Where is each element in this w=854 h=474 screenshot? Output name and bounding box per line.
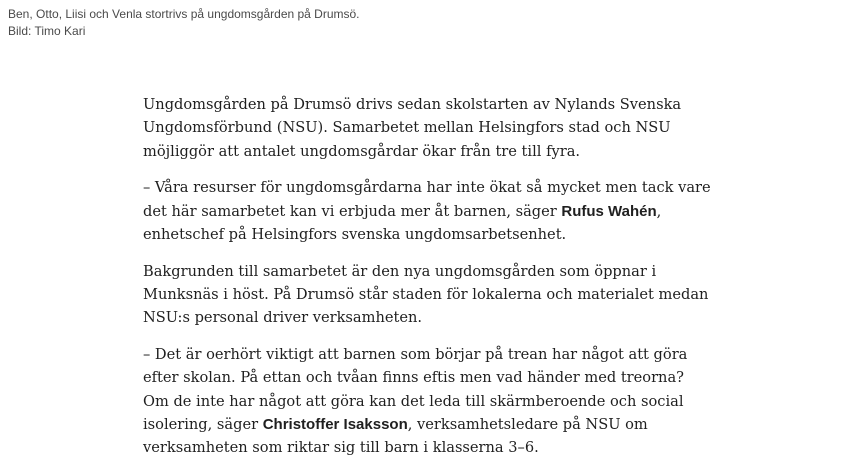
paragraph-line: – Våra resurser för ungdomsgårdarna har inte ökat så mycket men tack vare [143, 179, 711, 197]
image-caption [8, 6, 360, 40]
paragraph-2 [143, 176, 711, 246]
paragraph-4 [143, 343, 703, 459]
paragraph-line: Om de inte har något att göra kan det leda till skärmberoende och social [143, 392, 684, 410]
paragraph-1 [143, 93, 703, 163]
paragraph-line: enhetschef på Helsingfors svenska ungdomsarbetsenhet. [143, 225, 567, 243]
paragraph-line [143, 200, 703, 223]
quote-text: det här samarbetet kan vi erbjuda mer åt barnen, säger [143, 202, 562, 220]
paragraph-line: möjliggör att antalet ungdomsgårdar ökar från tre till fyra. [143, 142, 581, 160]
paragraph-line: Ungdomsgården på Drumsö drivs sedan skolstarten av Nylands Svenska [143, 96, 682, 113]
paragraph-line: Munksnäs i höst. På Drumsö står staden för lokalerna och materialet medan [143, 286, 709, 304]
paragraph-line: efter skolan. På ettan och tvåan finns eftis men vad händer med treorna? [143, 369, 684, 387]
paragraph-line: Ungdomsförbund (NSU). Samarbetet mellan Helsingfors stad och NSU [143, 119, 671, 137]
paragraph-line: verksamheten som riktar sig till barn i klasserna 3–6. [143, 439, 539, 457]
paragraph-3 [143, 260, 709, 330]
person-name-rufus: Rufus Wahén [561, 202, 657, 220]
quote-text: isolering, säger [143, 416, 263, 434]
caption-text: Ben, Otto, Liisi och Venla stortrivs på ungdomsgården på Drumsö. [8, 7, 360, 21]
quote-text: , [656, 202, 662, 220]
paragraph-line: – Det är oerhört viktigt att barnen som börjar på trean har något att göra [143, 346, 688, 364]
article-body [143, 93, 711, 473]
paragraph-line [143, 413, 703, 436]
photo-credit: Bild: Timo Kari [8, 24, 86, 38]
paragraph-line: NSU:s personal driver verksamheten. [143, 309, 423, 327]
paragraph-line: Bakgrunden till samarbetet är den nya ungdomsgården som öppnar i [143, 262, 657, 280]
person-name-christoffer: Christoffer Isaksson [262, 416, 408, 434]
quote-text: , verksamhetsledare på NSU om [407, 416, 648, 434]
